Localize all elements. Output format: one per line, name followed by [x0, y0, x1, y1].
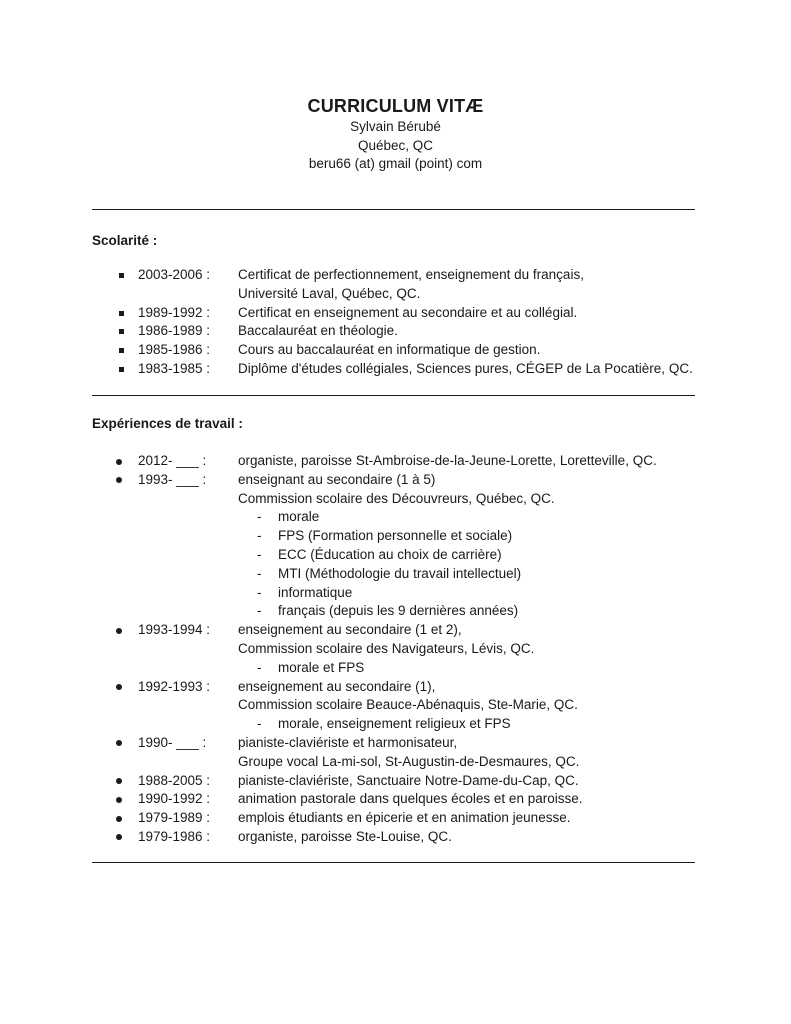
- item-text: enseignement au secondaire (1 et 2),: [238, 622, 462, 638]
- round-bullet-icon: [116, 459, 122, 465]
- dash-bullet-icon: -: [257, 565, 262, 581]
- list-item: [0, 322, 791, 341]
- list-item: [0, 734, 791, 753]
- item-text: Commission scolaire des Navigateurs, Lévis, QC.: [238, 640, 535, 656]
- list-item: [0, 828, 791, 847]
- experiences-list: [0, 452, 791, 847]
- sub-item-text: français (depuis les 9 dernières années): [278, 603, 519, 619]
- dash-bullet-icon: -: [257, 584, 262, 600]
- sub-item: [0, 508, 791, 527]
- item-text: Commission scolaire des Découvreurs, Québec, QC.: [238, 490, 555, 506]
- item-text: enseignement au secondaire (1),: [238, 678, 436, 694]
- item-text: Certificat en enseignement au secondaire et au collégial.: [238, 304, 578, 320]
- sub-item-text: FPS (Formation personnelle et sociale): [278, 528, 513, 544]
- list-item-continuation: [0, 640, 791, 659]
- dash-bullet-icon: -: [257, 528, 262, 544]
- item-date: 2003-2006 :: [138, 267, 211, 282]
- item-date: 1988-2005 :: [138, 772, 211, 788]
- list-item: [0, 341, 791, 360]
- sub-item-text: morale: [278, 509, 320, 525]
- item-text: emplois étudiants en épicerie et en animation jeunesse.: [238, 810, 571, 826]
- item-date: 1989-1992 :: [138, 304, 211, 320]
- dash-bullet-icon: -: [257, 603, 262, 619]
- square-bullet-icon: [119, 273, 124, 278]
- item-text: pianiste-claviériste et harmonisateur,: [238, 734, 458, 750]
- list-item-continuation: [0, 285, 791, 304]
- item-text: Baccalauréat en théologie.: [238, 323, 398, 339]
- list-item: [0, 304, 791, 323]
- list-item: [0, 809, 791, 828]
- item-text: enseignant au secondaire (1 à 5): [238, 471, 436, 487]
- round-bullet-icon: [116, 477, 122, 483]
- item-text: animation pastorale dans quelques écoles et en paroisse.: [238, 791, 583, 807]
- author-name: Sylvain Bérubé: [350, 119, 441, 134]
- list-item: [0, 772, 791, 791]
- list-item: [0, 621, 791, 640]
- item-date: 1992-1993 :: [138, 678, 211, 694]
- item-date: 1979-1989 :: [138, 810, 211, 826]
- section-title-scolarite: Scolarité :: [92, 233, 158, 248]
- list-item: [0, 471, 791, 490]
- sub-item: [0, 659, 791, 678]
- item-text: organiste, paroisse Ste-Louise, QC.: [238, 828, 452, 844]
- list-item: [0, 266, 791, 285]
- dash-bullet-icon: -: [257, 659, 262, 675]
- list-item: [0, 678, 791, 697]
- item-date: 1990- ___ :: [138, 734, 207, 750]
- sub-item-text: morale et FPS: [278, 659, 365, 675]
- round-bullet-icon: [116, 797, 122, 803]
- item-date: 2012- ___ :: [138, 453, 207, 468]
- sub-item: [0, 565, 791, 584]
- list-item-continuation: [0, 490, 791, 509]
- item-text: Certificat de perfectionnement, enseignement du français,: [238, 267, 584, 282]
- item-date: 1986-1989 :: [138, 323, 211, 339]
- item-text: Université Laval, Québec, QC.: [238, 285, 421, 301]
- square-bullet-icon: [119, 311, 124, 316]
- round-bullet-icon: [116, 834, 122, 840]
- square-bullet-icon: [119, 367, 124, 372]
- section-title-experiences: Expériences de travail :: [92, 416, 243, 431]
- item-text: pianiste-claviériste, Sanctuaire Notre-Dame-du-Cap, QC.: [238, 772, 579, 788]
- cv-header: [0, 94, 791, 174]
- sub-item: [0, 527, 791, 546]
- round-bullet-icon: [116, 628, 122, 634]
- dash-bullet-icon: -: [257, 546, 262, 562]
- item-date: 1985-1986 :: [138, 342, 211, 358]
- list-item-continuation: [0, 696, 791, 715]
- list-item: [0, 790, 791, 809]
- round-bullet-icon: [116, 816, 122, 822]
- item-date: 1993-1994 :: [138, 622, 211, 638]
- sub-item-text: MTI (Méthodologie du travail intellectuel): [278, 565, 522, 581]
- dash-bullet-icon: -: [257, 509, 262, 525]
- sub-item: [0, 715, 791, 734]
- item-date: 1979-1986 :: [138, 828, 211, 844]
- divider-bottom: [92, 862, 695, 863]
- document-title: CURRICULUM VITÆ: [307, 96, 484, 116]
- scolarite-list: [0, 266, 791, 379]
- round-bullet-icon: [116, 684, 122, 690]
- item-text: Diplôme d'études collégiales, Sciences pures, CÉGEP de La Pocatière, QC.: [238, 360, 693, 376]
- author-email: beru66 (at) gmail (point) com: [308, 156, 483, 171]
- item-text: organiste, paroisse St-Ambroise-de-la-Jeune-Lorette, Loretteville, QC.: [238, 453, 657, 468]
- round-bullet-icon: [116, 740, 122, 746]
- divider-top: [92, 209, 695, 210]
- list-item: [0, 360, 791, 379]
- list-item-continuation: [0, 753, 791, 772]
- item-date: 1990-1992 :: [138, 791, 211, 807]
- list-item: [0, 452, 791, 471]
- author-location: Québec, QC: [357, 137, 434, 153]
- item-text: Commission scolaire Beauce-Abénaquis, Ste-Marie, QC.: [238, 697, 578, 713]
- item-date: 1983-1985 :: [138, 360, 211, 376]
- item-date: 1993- ___ :: [138, 471, 207, 487]
- item-text: Groupe vocal La-mi-sol, St-Augustin-de-Desmaures, QC.: [238, 753, 580, 769]
- sub-item: [0, 602, 791, 621]
- sub-item: [0, 546, 791, 565]
- divider-middle: [92, 395, 695, 396]
- square-bullet-icon: [119, 348, 124, 353]
- dash-bullet-icon: -: [257, 716, 262, 732]
- round-bullet-icon: [116, 778, 122, 784]
- square-bullet-icon: [119, 329, 124, 334]
- sub-item-text: informatique: [278, 584, 353, 600]
- item-text: Cours au baccalauréat en informatique de gestion.: [238, 342, 541, 358]
- sub-item: [0, 584, 791, 603]
- sub-item-text: morale, enseignement religieux et FPS: [278, 716, 511, 732]
- sub-item-text: ECC (Éducation au choix de carrière): [278, 546, 502, 562]
